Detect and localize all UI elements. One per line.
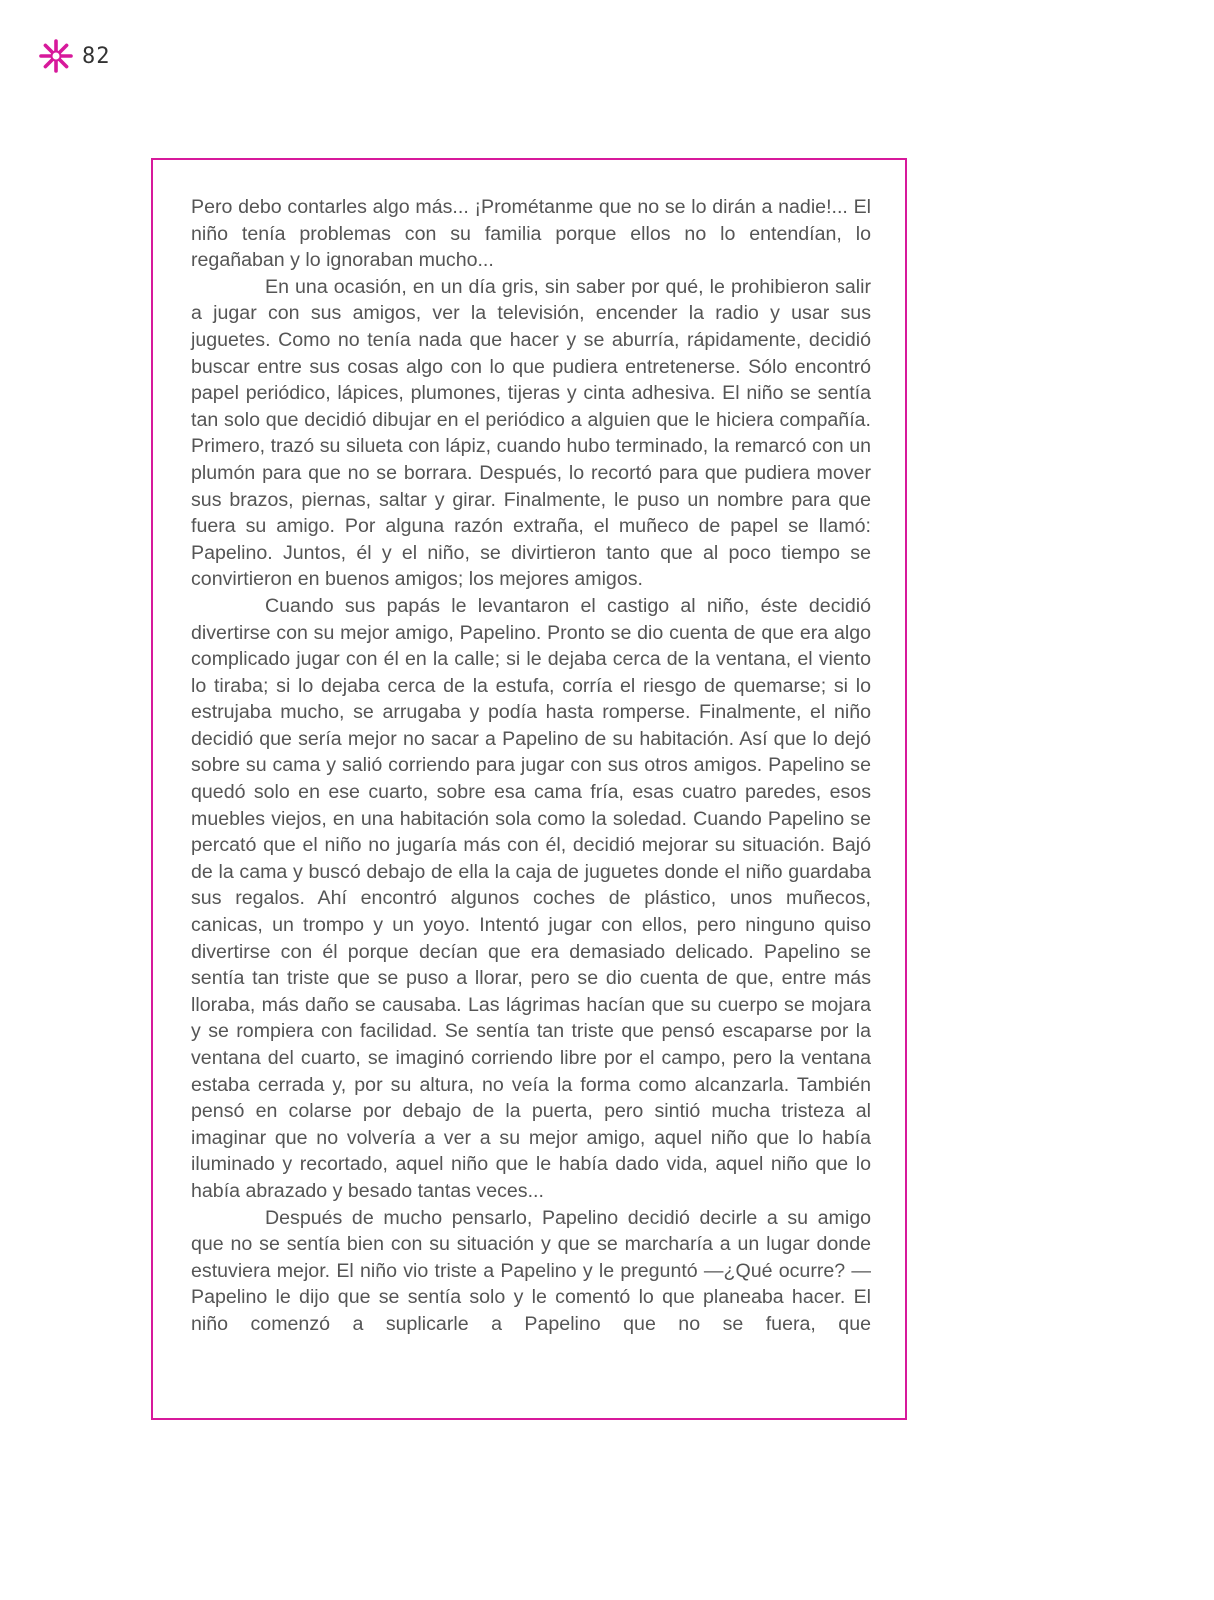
story-paragraph-3: Cuando sus papás le levantaron el castigo al niño, éste decidió divertirse con su mejor amigo, Papelino. Pronto se dio cuenta de que era algo complicado jugar con él en la calle; si le dejaba cerca de la ventana, el viento lo tiraba; si lo dejaba cerca de la estufa, corría el riesgo de quemarse; si lo estrujaba mucho, se arrugaba y podía hasta romperse. Finalmente, el niño decidió que sería mejor no sacar a Papelino de su habitación. Así que lo dejó sobre su cama y salió corriendo para jugar con sus otros amigos. Papelino se quedó solo en ese cuarto, sobre esa cama fría, esas cuatro paredes, esos muebles viejos, en una habitación sola como la soledad. Cuando Papelino se percató que el niño no jugaría más con él, decidió mejorar su situación. Bajó de la cama y buscó debajo de ella la caja de juguetes donde el niño guardaba sus regalos. Ahí encontró algunos coches de plástico, unos muñecos, canicas, un trompo y un yoyo. Intentó jugar con ellos, pero ninguno quiso divertirse con él porque decían que era demasiado delicado. Papelino se sentía tan triste que se puso a llorar, pero se dio cuenta de que, entre más lloraba, más daño se causaba. Las lágrimas hacían que su cuerpo se mojara y se rompiera con facilidad. Se sentía tan triste que pensó escaparse por la ventana del cuarto, se imaginó corriendo libre por el campo, pero la ventana estaba cerrada y, por su altura, no veía la forma como alcanzarla. También pensó en colarse por debajo de la puerta, pero sintió mucha tristeza al imaginar que no volvería a ver a su mejor amigo, aquel niño que lo había iluminado y recortado, aquel niño que le había dado vida, aquel niño que lo había abrazado y besado tantas veces... xyxy=(191,594,871,1202)
page-header xyxy=(38,38,111,74)
story-paragraph-1: Pero debo contarles algo más... ¡Prométanme que no se lo dirán a nadie!... El niño tenía problemas con su familia porque ellos no lo entendían, lo regañaban y lo ignoraban mucho... xyxy=(191,196,871,272)
story-text xyxy=(191,194,871,1338)
story-paragraph-2: En una ocasión, en un día gris, sin saber por qué, le prohibieron salir a jugar con sus amigos, ver la televisión, encender la radio y usar sus juguetes. Como no tenía nada que hacer y se aburría, rápidamente, decidió buscar entre sus cosas algo con lo que pudiera entretenerse. Sólo encontró papel periódico, lápices, plumones, tijeras y cinta adhesiva. El niño se sentía tan solo que decidió dibujar en el periódico a alguien que le hiciera compañía. Primero, trazó su silueta con lápiz, cuando hubo terminado, la remarcó con un plumón para que no se borrara. Después, lo recortó para que pudiera mover sus brazos, piernas, saltar y girar. Finalmente, le puso un nombre para que fuera su amigo. Por alguna razón extraña, el muñeco de papel se llamó: Papelino. Juntos, él y el niño, se divirtieron tanto que al poco tiempo se convirtieron en buenos amigos; los mejores amigos. xyxy=(191,275,871,591)
story-paragraph-4: Después de mucho pensarlo, Papelino decidió decirle a su amigo que no se sentía bien con su situación y que se marcharía a un lugar donde estuviera mejor. El niño vio triste a Papelino y le preguntó —¿Qué ocurre? —Papelino le dijo que se sentía solo y le comentó lo que planeaba hacer. El niño comenzó a suplicarle a Papelino que no se fuera, que xyxy=(191,1206,871,1335)
asterisk-star-icon xyxy=(38,38,74,74)
story-frame xyxy=(151,158,907,1420)
page-number: 82 xyxy=(82,43,111,69)
